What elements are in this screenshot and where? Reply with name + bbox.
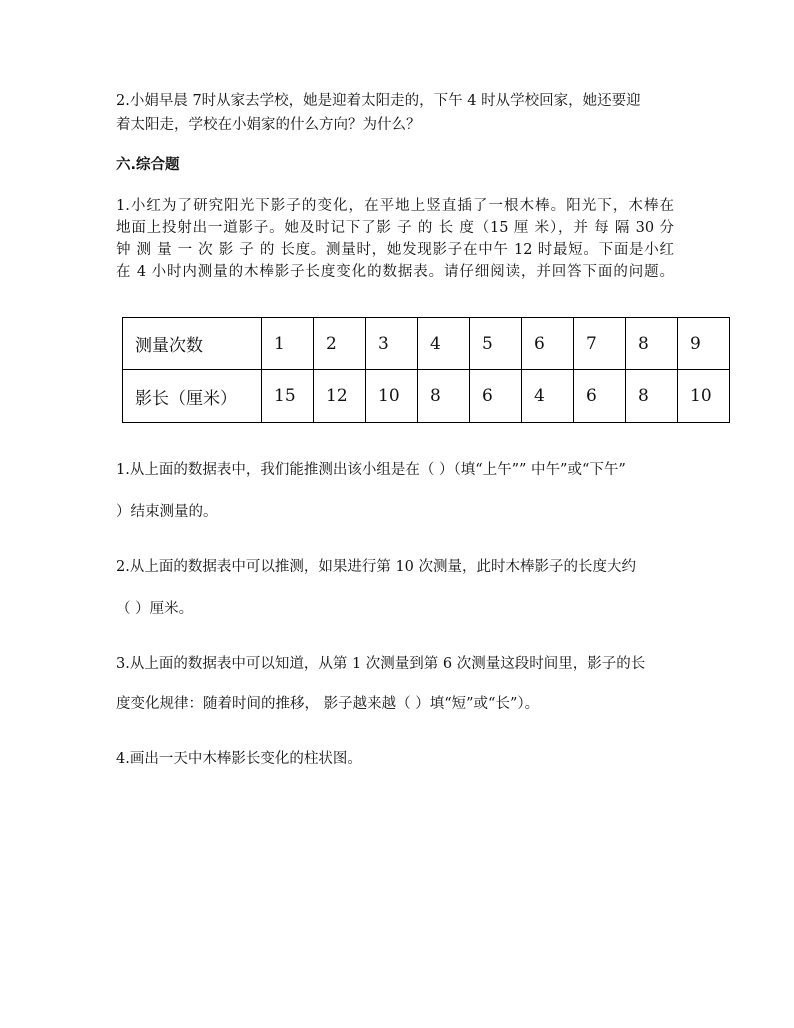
table-cell: 10 — [366, 370, 418, 423]
table-cell: 8 — [418, 370, 470, 423]
table-cell: 9 — [678, 318, 730, 370]
problem-line-2: 地面上投射出一道影子。她及时记下了影 子 的 长 度（15 厘 米），并 每 隔 30 分 — [116, 220, 674, 236]
row-header-length: 影长（厘米） — [123, 370, 262, 423]
table-cell: 15 — [262, 370, 314, 423]
problem-line-1: 1.小红为了研究阳光下影子的变化，在平地上竖直插了一根木棒。阳光下，木棒在 — [116, 198, 674, 214]
problem-line-3: 钟 测 量 一 次 影 子 的 长度。测量时，她发现影子在中午 12 时最短。下面是小红 — [116, 242, 674, 258]
table-cell: 3 — [366, 318, 418, 370]
prev-question-line-1: 2.小娟早晨 7时从家去学校，她是迎着太阳走的，下午 4 时从学校回家，她还要迎 — [116, 93, 641, 109]
table-row-lengths — [123, 370, 730, 423]
table-cell: 5 — [470, 318, 522, 370]
shadow-data-table — [122, 317, 730, 423]
table-cell: 10 — [678, 370, 730, 423]
table-cell: 8 — [626, 318, 678, 370]
question-2-line-2: （ ）厘米。 — [116, 601, 194, 617]
question-1-line-1: 1.从上面的数据表中，我们能推测出该小组是在（ ）（填“上午”” 中午”或“下午” — [116, 462, 626, 478]
question-3-line-2: 度变化规律：随着时间的推移， 影子越来越（ ）填“短”或“长”）。 — [116, 696, 540, 712]
question-1-line-2: ）结束测量的。 — [116, 504, 218, 520]
question-2-line-1: 2.从上面的数据表中可以推测，如果进行第 10 次测量，此时木棒影子的长度大约 — [116, 559, 637, 575]
table-cell: 6 — [522, 318, 574, 370]
table-row-counts — [123, 318, 730, 370]
table-cell: 7 — [574, 318, 626, 370]
table-cell: 8 — [626, 370, 678, 423]
table-cell: 4 — [418, 318, 470, 370]
table-cell: 6 — [470, 370, 522, 423]
row-header-count: 测量次数 — [123, 318, 262, 370]
question-3-line-1: 3.从上面的数据表中可以知道，从第 1 次测量到第 6 次测量这段时间里，影子的长 — [116, 656, 646, 672]
table-cell: 4 — [522, 370, 574, 423]
question-4: 4.画出一天中木棒影长变化的柱状图。 — [116, 751, 362, 767]
table-cell: 1 — [262, 318, 314, 370]
prev-question-line-2: 着太阳走，学校在小娟家的什么方向？为什么？ — [116, 117, 421, 133]
table-cell: 6 — [574, 370, 626, 423]
table-cell: 12 — [314, 370, 366, 423]
table-cell: 2 — [314, 318, 366, 370]
section-title: 六.综合题 — [116, 157, 180, 173]
problem-line-4: 在 4 小时内测量的木棒影子长度变化的数据表。请仔细阅读，并回答下面的问题。 — [116, 264, 674, 280]
